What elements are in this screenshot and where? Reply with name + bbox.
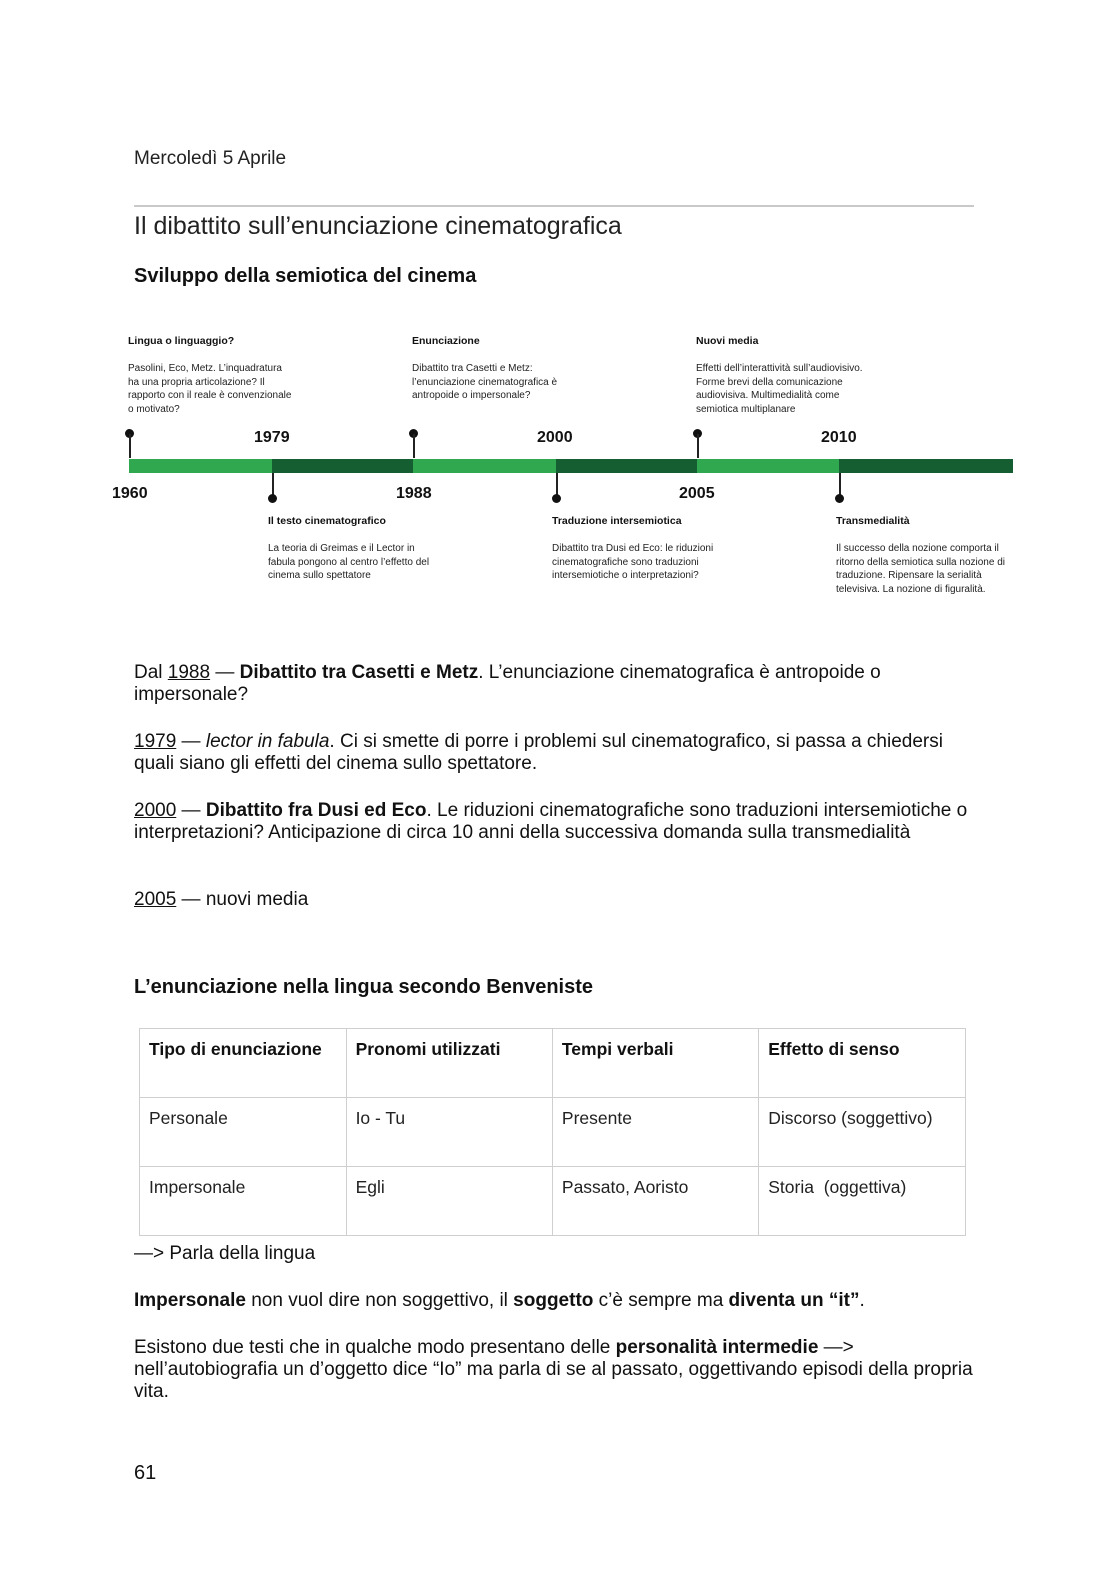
table-cell: Personale <box>140 1098 347 1167</box>
timeline-event-heading: Transmedialità <box>836 515 910 527</box>
timeline-event-heading: Il testo cinematografico <box>268 515 386 527</box>
table-row <box>140 1098 966 1167</box>
table-header-cell: Tipo di enunciazione <box>140 1029 347 1098</box>
paragraph-2005: 2005 — nuovi media <box>134 889 309 910</box>
timeline-year-label: 2000 <box>537 429 573 446</box>
year-link: 2005 <box>134 889 177 910</box>
timeline-event-text: Pasolini, Eco, Metz. L’inquadratura ha una propria articolazione? Il rapporto con il reale è convenzionale o motivato? <box>128 363 292 415</box>
timeline-event-text: Il successo della nozione comporta il ritorno della semiotica sulla nozione di traduzione. Ripensare la serialità televisiva. La nozione di figuralità. <box>836 543 1005 595</box>
timeline-event-text: Dibattito tra Casetti e Metz: l’enunciazione cinematografica è antropoide o impersonale? <box>412 363 558 401</box>
timeline-year-label: 1979 <box>254 429 290 446</box>
section-heading-semiotics: Sviluppo della semiotica del cinema <box>134 265 477 287</box>
timeline-marker-dot <box>268 494 277 503</box>
year-link: 2000 <box>134 800 177 821</box>
table-cell: Impersonale <box>140 1167 347 1236</box>
page-title: Il dibattito sull’enunciazione cinematografica <box>134 212 622 240</box>
timeline-marker-dot <box>552 494 561 503</box>
table-cell: Discorso (soggettivo) <box>759 1098 966 1167</box>
paragraph-personalita: Esistono due testi che in qualche modo presentano delle personalità intermedie —> nell’autobiografia un d’oggetto dice “Io” ma parla di se al passato, oggettivando episodi della propria vita. <box>134 1337 973 1402</box>
timeline-bar-segment <box>556 459 697 473</box>
table-cell: Storia (oggettiva) <box>759 1167 966 1236</box>
timeline-year-label: 2010 <box>821 429 857 446</box>
table-header-row <box>140 1029 966 1098</box>
year-link: 1979 <box>134 731 177 752</box>
table-row <box>140 1167 966 1236</box>
timeline-year-label: 1960 <box>112 485 148 502</box>
timeline-bar-segment <box>697 459 839 473</box>
timeline-bar-segment <box>129 459 272 473</box>
timeline-event-text: Dibattito tra Dusi ed Eco: le riduzioni cinematografiche sono traduzioni intersemiotiche o interpretazioni? <box>552 543 714 581</box>
table-cell: Passato, Aoristo <box>552 1167 758 1236</box>
paragraph-impersonale: Impersonale non vuol dire non soggettivo, il soggetto c’è sempre ma diventa un “it”. <box>134 1290 865 1311</box>
enunciation-table <box>139 1028 966 1236</box>
timeline-marker-stem <box>697 434 699 458</box>
table-header-cell: Effetto di senso <box>759 1029 966 1098</box>
timeline-marker-stem <box>556 473 558 495</box>
table-cell: Presente <box>552 1098 758 1167</box>
table-cell: Egli <box>346 1167 552 1236</box>
timeline-bar-segment <box>272 459 413 473</box>
timeline-year-label: 1988 <box>396 485 432 502</box>
timeline-marker-stem <box>272 473 274 495</box>
table-header-cell: Tempi verbali <box>552 1029 758 1098</box>
page-number: 61 <box>134 1462 157 1484</box>
table-cell: Io - Tu <box>346 1098 552 1167</box>
page-date: Mercoledì 5 Aprile <box>134 148 287 169</box>
timeline-marker-stem <box>413 434 415 458</box>
timeline-bar-segment <box>839 459 1013 473</box>
timeline-marker-stem <box>839 473 841 495</box>
timeline-event-heading: Nuovi media <box>696 335 759 347</box>
year-link: 1988 <box>167 662 211 683</box>
paragraph-1979: 1979 — lector in fabula. Ci si smette di porre i problemi sul cinematografico, si passa a chiedersi quali siano gli effetti del cinema sullo spettatore. <box>134 731 943 774</box>
timeline-event-text: Effetti dell’interattività sull’audiovisivo. Forme brevi della comunicazione audiovisiva. Multimedialità come semiotica multiplanare <box>696 363 863 415</box>
paragraph-2000: 2000 — Dibattito fra Dusi ed Eco. Le riduzioni cinematografiche sono traduzioni intersemiotiche o interpretazioni? Anticipazione di circa 10 anni della successiva domanda sulla transmedialità <box>134 800 968 843</box>
timeline-event-heading: Traduzione intersemiotica <box>552 515 682 527</box>
timeline-year-label: 2005 <box>679 485 715 502</box>
section-heading-benveniste: L’enunciazione nella lingua secondo Benveniste <box>134 976 593 998</box>
table-header-cell: Pronomi utilizzati <box>346 1029 552 1098</box>
divider <box>134 205 974 207</box>
timeline-event-heading: Lingua o linguaggio? <box>128 335 235 347</box>
timeline-event-heading: Enunciazione <box>412 335 480 347</box>
timeline-marker-stem <box>129 434 131 458</box>
arrow-line: —> Parla della lingua <box>134 1243 316 1264</box>
timeline-bar-segment <box>413 459 556 473</box>
timeline-event-text: La teoria di Greimas e il Lector in fabula pongono al centro l’effetto del cinema sullo spettatore <box>268 543 430 581</box>
paragraph-1988: Dal 1988 — Dibattito tra Casetti e Metz. L’enunciazione cinematografica è antropoide o impersonale? <box>134 662 881 705</box>
timeline-figure <box>0 320 1116 640</box>
timeline-marker-dot <box>835 494 844 503</box>
